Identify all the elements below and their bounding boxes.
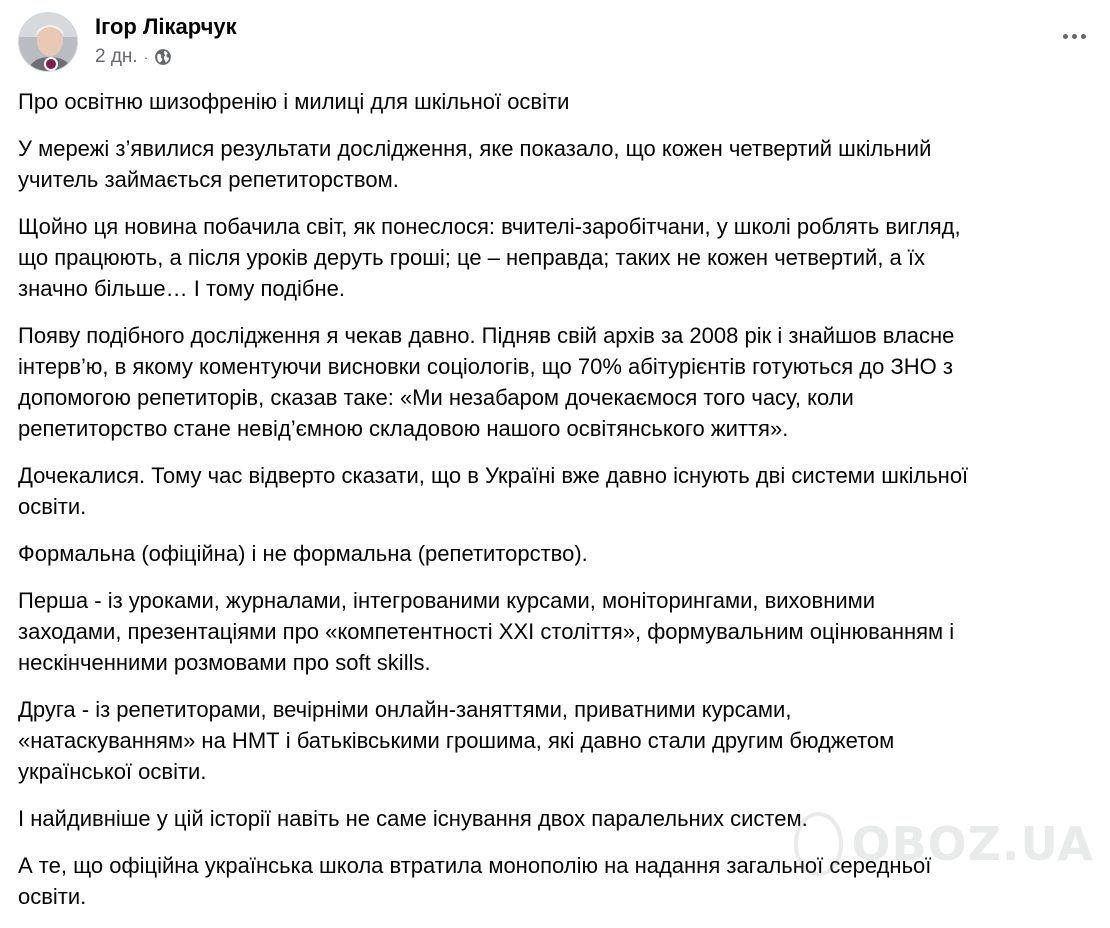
post-header bbox=[18, 12, 1092, 72]
watermark-text: OBOZ.UA bbox=[851, 817, 1094, 871]
post-time[interactable]: 2 дн. bbox=[95, 46, 138, 67]
post-paragraph: Про освітню шизофренію і милиці для шкільної освіти bbox=[18, 89, 570, 114]
post-paragraph: Формальна (офіційна) і не формальна (репетиторство). bbox=[18, 541, 588, 566]
post-paragraph: Появу подібного дослідження я чекав давно. Підняв свій архів за 2008 рік і знайшов власне інтерв’ю, в якому коментуючи висновки соціологів, що 70% абітурієнтів готуються до ЗНО з допомогою репетиторів, сказав таке: «Ми незабаром дочекаємося того часу, коли репетиторство стане невід’ємною складовою нашого освітянського життя». bbox=[18, 323, 955, 441]
avatar-badge-icon bbox=[44, 57, 58, 71]
more-horizontal-icon bbox=[1063, 34, 1068, 39]
meta-separator: · bbox=[143, 49, 149, 65]
post-paragraph: Друга - із репетиторами, вечірніми онлайн-заняттями, приватними курсами, «натаскуванням» на НМТ і батьківськими грошима, які давно стали другим бюджетом української освіти. bbox=[18, 697, 895, 784]
more-horizontal-icon-dot bbox=[1072, 34, 1077, 39]
post-paragraph: Щойно ця новина побачила світ, як понеслося: вчителі-заробітчани, у школі роблять вигляд, що працюють, а після уроків деруть гроші; це – неправда; таких не кожен четвертий, а їх значно більше… І тому подібне. bbox=[18, 214, 961, 301]
post-paragraph: Перша - із уроками, журналами, інтегрованими курсами, моніторингами, виховними заходами, презентаціями про «компетентності ХХІ століття», формувальним оцінюванням і нескінченними розмовами про soft skills. bbox=[18, 588, 955, 675]
more-options-button[interactable] bbox=[1056, 24, 1092, 48]
post-paragraph: У мережі з’явилися результати дослідження, яке показало, що кожен четвертий шкільний учитель займається репетиторством. bbox=[18, 136, 932, 192]
post-text bbox=[18, 86, 1098, 928]
post-paragraph: А те, що офіційна українська школа втратила монополію на надання загальної середньої освіти. bbox=[18, 853, 932, 909]
globe-icon[interactable] bbox=[154, 48, 172, 66]
post-paragraph: Дочекалися. Тому час відверто сказати, що в Україні вже давно існують дві системи шкільної освіти. bbox=[18, 463, 969, 519]
author-name[interactable]: Ігор Лікарчук bbox=[95, 14, 237, 39]
more-horizontal-icon-dot bbox=[1081, 34, 1086, 39]
post-paragraph: І найдивніше у цій історії навіть не саме існування двох паралельних систем. bbox=[18, 806, 808, 831]
post-meta bbox=[95, 45, 172, 69]
